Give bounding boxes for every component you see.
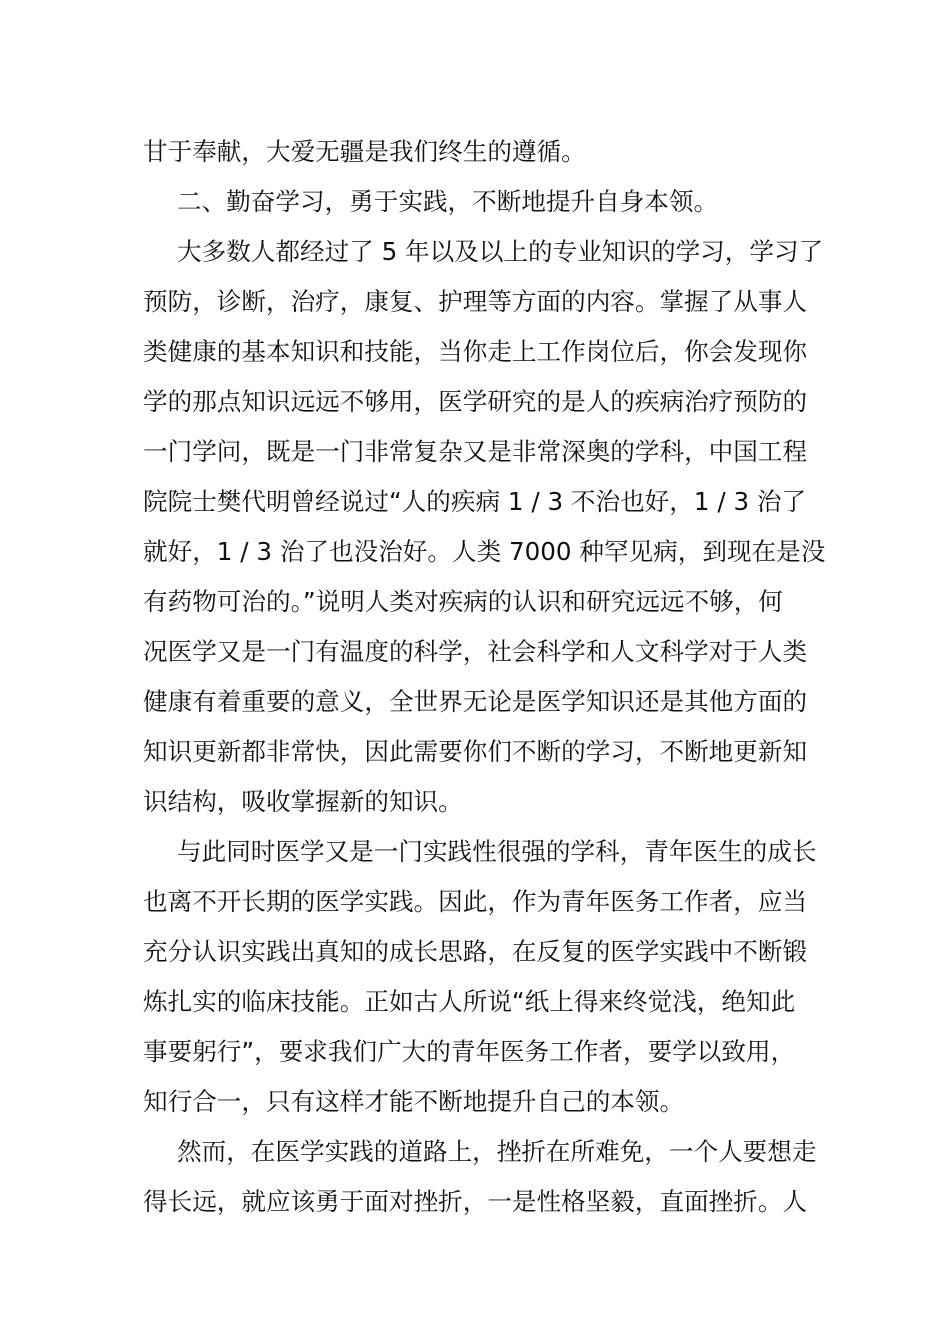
text-line: 健康有着重要的意义，全世界无论是医学知识还是其他方面的 bbox=[143, 687, 808, 716]
text-line: 院院士樊代明曾经说过“人的疾病 1 / 3 不治也好，1 / 3 治了 bbox=[143, 487, 807, 516]
text-line: 知识更新都非常快，因此需要你们不断的学习，不断地更新知 bbox=[143, 737, 808, 766]
document-body bbox=[143, 127, 826, 1227]
text-line: 然而，在医学实践的道路上，挫折在所难免，一个人要想走 bbox=[177, 1137, 817, 1166]
text-line: 炼扎实的临床技能。正如古人所说“纸上得来终觉浅，绝知此 bbox=[143, 987, 796, 1016]
text-line: 大多数人都经过了 5 年以及以上的专业知识的学习，学习了 bbox=[177, 237, 824, 266]
text-line: 与此同时医学又是一门实践性很强的学科，青年医生的成长 bbox=[177, 837, 817, 866]
text-line: 识结构，吸收掌握新的知识。 bbox=[143, 787, 463, 816]
text-line: 有药物可治的。”说明人类对疾病的认识和研究远远不够，何 bbox=[143, 587, 783, 616]
text-line: 一门学问，既是一门非常复杂又是非常深奥的学科，中国工程 bbox=[143, 437, 808, 466]
text-line: 也离不开长期的医学实践。因此，作为青年医务工作者，应当 bbox=[143, 887, 808, 916]
text-line: 甘于奉献，大爱无疆是我们终生的遵循。 bbox=[143, 137, 586, 166]
text-line: 得长远，就应该勇于面对挫折，一是性格坚毅，直面挫折。人 bbox=[143, 1187, 808, 1216]
section-heading: 二、勤奋学习，勇于实践，不断地提升自身本领。 bbox=[177, 187, 719, 216]
text-line: 就好，1 / 3 治了也没治好。人类 7000 种罕见病，到现在是没 bbox=[143, 537, 826, 566]
text-line: 预防，诊断，治疗，康复、护理等方面的内容。掌握了从事人 bbox=[143, 287, 808, 316]
text-line: 学的那点知识远远不够用，医学研究的是人的疾病治疗预防的 bbox=[143, 387, 808, 416]
text-line: 况医学又是一门有温度的科学，社会科学和人文科学对于人类 bbox=[143, 637, 808, 666]
text-line: 事要躬行”，要求我们广大的青年医务工作者，要学以致用， bbox=[143, 1037, 796, 1066]
text-line: 充分认识实践出真知的成长思路，在反复的医学实践中不断锻 bbox=[143, 937, 808, 966]
text-line: 类健康的基本知识和技能，当你走上工作岗位后，你会发现你 bbox=[143, 337, 808, 366]
text-line: 知行合一，只有这样才能不断地提升自己的本领。 bbox=[143, 1087, 685, 1116]
